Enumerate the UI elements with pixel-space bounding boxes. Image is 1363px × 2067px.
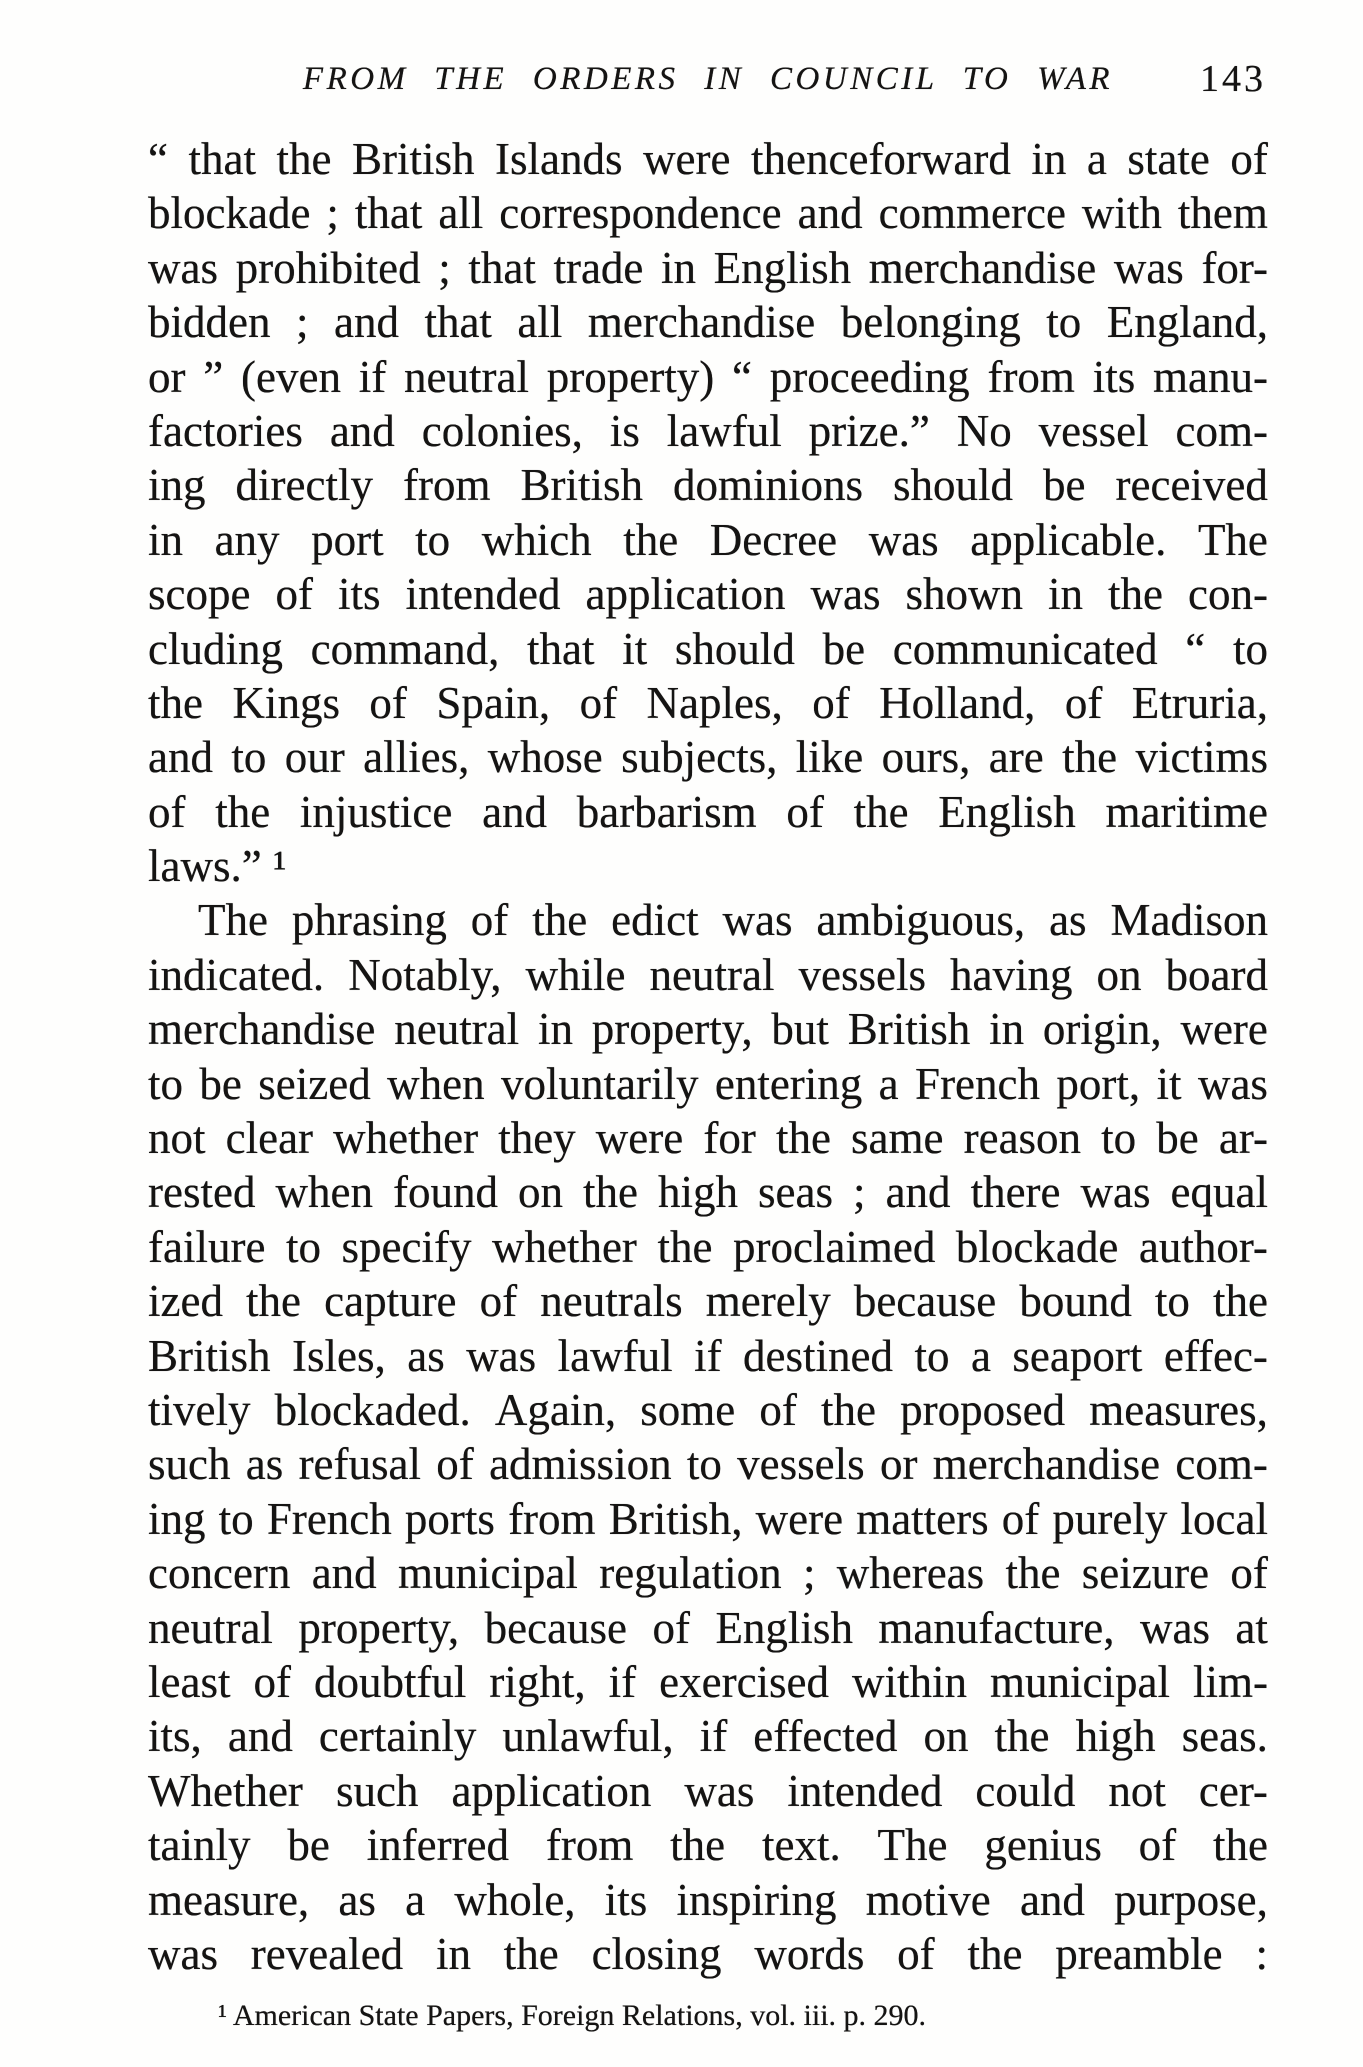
text-line: measure, as a whole, its inspiring motive and purpose, <box>148 1874 1268 1925</box>
text-line: ized the capture of neutrals merely because bound to the <box>148 1276 1268 1327</box>
text-line: blockade ; that all correspondence and commerce with them <box>148 188 1268 239</box>
text-line: scope of its intended application was shown in the con- <box>148 569 1268 620</box>
text-line: Whether such application was intended could not cer- <box>148 1765 1268 1816</box>
text-line: and to our allies, whose subjects, like ours, are the victims <box>148 732 1268 783</box>
footnote-text: ¹ American State Papers, Foreign Relations, vol. iii. p. 290. <box>218 1999 927 2033</box>
paragraph <box>148 893 1268 1981</box>
text-line: its, and certainly unlawful, if effected on the high seas. <box>148 1711 1268 1762</box>
text-line: such as refusal of admission to vessels or merchandise com- <box>148 1439 1268 1490</box>
text-line: laws.” ¹ <box>148 841 287 892</box>
text-line: ing to French ports from British, were matters of purely local <box>148 1493 1268 1544</box>
text-line: British Isles, as was lawful if destined to a seaport effec- <box>148 1330 1268 1381</box>
text-line: merchandise neutral in property, but British in origin, were <box>148 1004 1268 1055</box>
text-line: concern and municipal regulation ; whereas the seizure of <box>148 1548 1268 1599</box>
text-line: in any port to which the Decree was applicable. The <box>148 514 1268 565</box>
page-header <box>148 55 1268 101</box>
text-line: was prohibited ; that trade in English merchandise was for- <box>148 242 1268 293</box>
text-line: tainly be inferred from the text. The genius of the <box>148 1820 1268 1871</box>
text-line: least of doubtful right, if exercised within municipal lim- <box>148 1656 1268 1707</box>
text-line: indicated. Notably, while neutral vessels having on board <box>148 949 1268 1000</box>
text-line: was revealed in the closing words of the preamble : <box>148 1928 1268 1979</box>
text-line: the Kings of Spain, of Naples, of Holland, of Etruria, <box>148 677 1268 728</box>
text-line: “ that the British Islands were thenceforward in a state of <box>148 134 1268 184</box>
text-line: neutral property, because of English manufacture, was at <box>148 1602 1268 1653</box>
page-number: 143 <box>1200 58 1266 100</box>
text-line: or ” (even if neutral property) “ proceeding from its manu- <box>148 351 1268 402</box>
text-line: The phrasing of the edict was ambiguous, as Madison <box>198 895 1268 946</box>
text-line: not clear whether they were for the same reason to be ar- <box>148 1113 1268 1164</box>
paragraph <box>148 132 1268 893</box>
text-line: failure to specify whether the proclaimed blockade author- <box>148 1221 1268 1272</box>
text-line: rested when found on the high seas ; and there was equal <box>148 1167 1268 1218</box>
text-line: tively blockaded. Again, some of the proposed measures, <box>148 1384 1268 1435</box>
text-line: to be seized when voluntarily entering a French port, it was <box>148 1058 1268 1109</box>
footnote <box>148 1997 1268 2035</box>
text-line: of the injustice and barbarism of the English maritime <box>148 786 1268 837</box>
text-line: factories and colonies, is lawful prize.” No vessel com- <box>148 405 1268 456</box>
text-line: cluding command, that it should be communicated “ to <box>148 623 1268 674</box>
running-title: FROM THE ORDERS IN COUNCIL TO WAR <box>302 61 1114 97</box>
text-line: ing directly from British dominions should be received <box>148 460 1268 511</box>
page-body <box>148 132 1268 1981</box>
text-line: bidden ; and that all merchandise belonging to England, <box>148 297 1268 348</box>
